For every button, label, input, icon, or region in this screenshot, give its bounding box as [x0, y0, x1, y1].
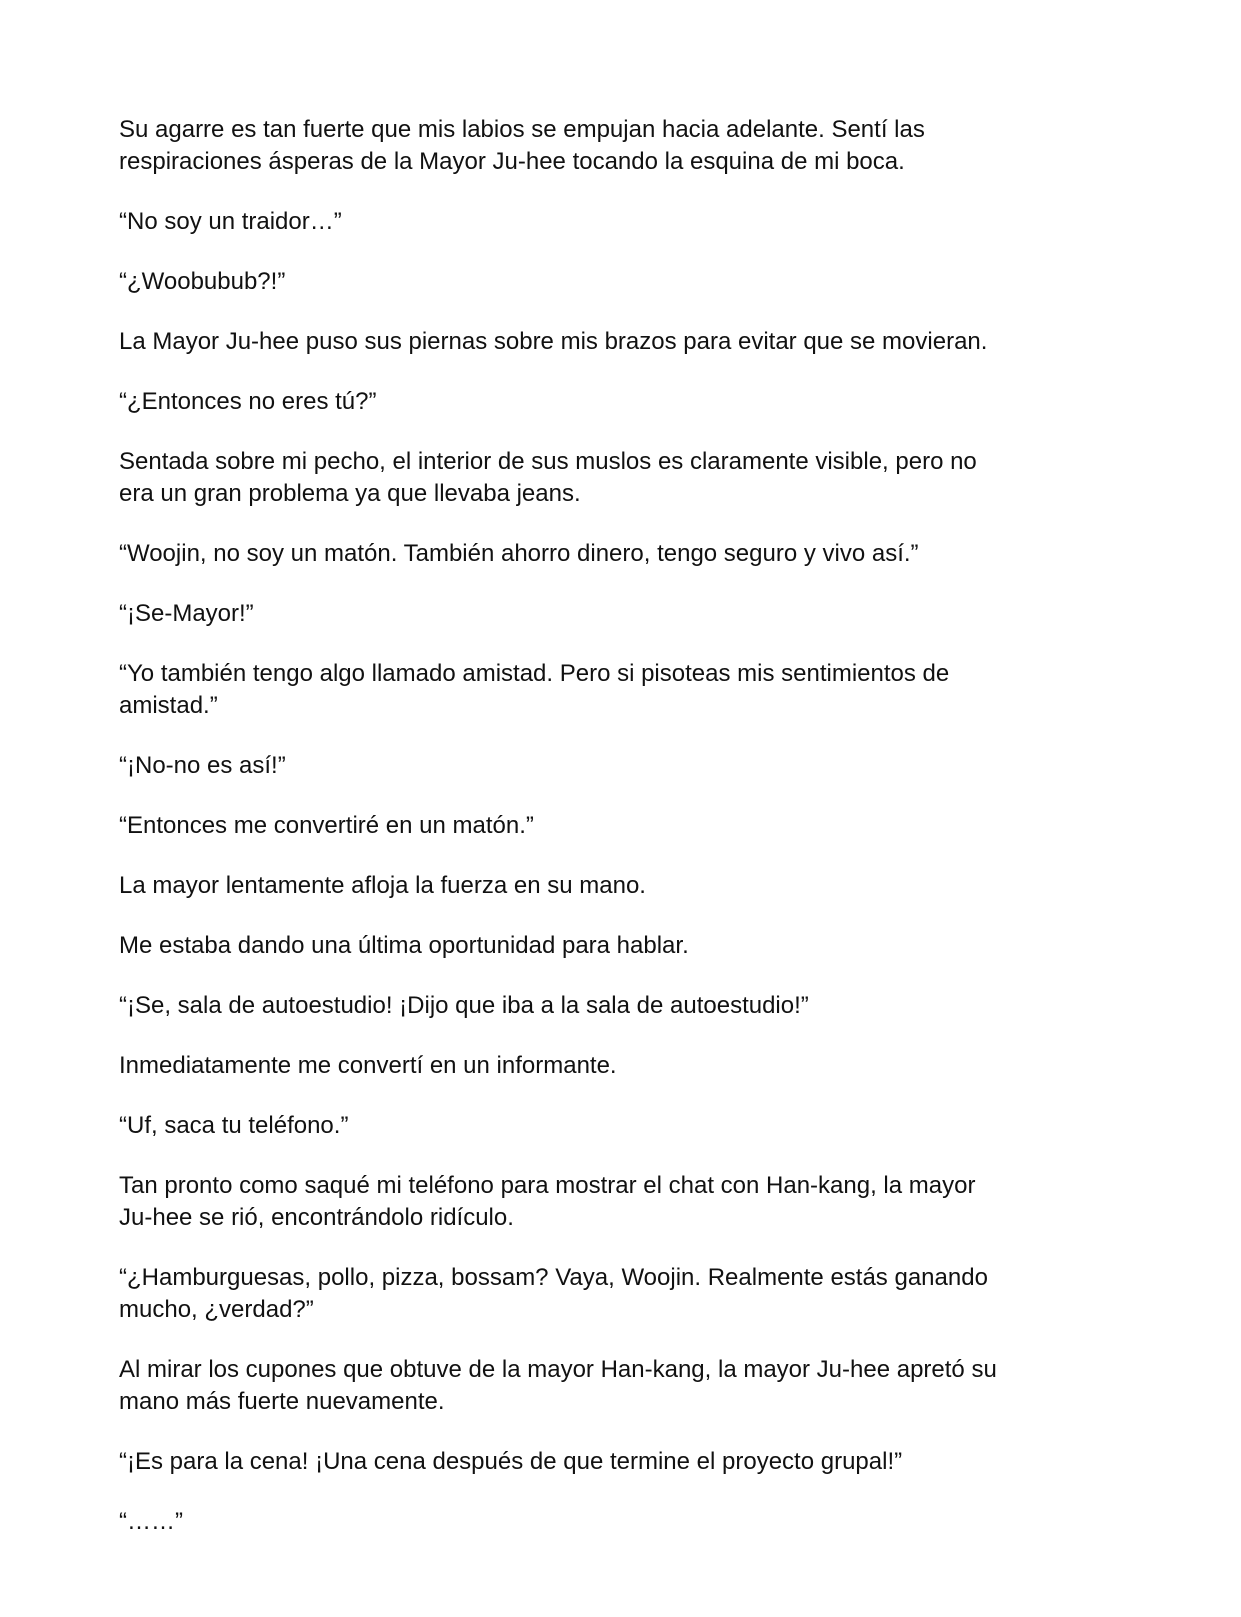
paragraph: Su agarre es tan fuerte que mis labios se empujan hacia adelante. Sentí las respiraciones ásperas de la Mayor Ju-hee tocando la esquina de mi boca.: [119, 116, 925, 175]
paragraph: “¡Se-Mayor!”: [119, 600, 254, 627]
paragraph: “¡Se, sala de autoestudio! ¡Dijo que iba a la sala de autoestudio!”: [119, 992, 809, 1019]
paragraph: Al mirar los cupones que obtuve de la mayor Han-kang, la mayor Ju-hee apretó su mano más fuerte nuevamente.: [119, 1356, 997, 1415]
paragraph: “No soy un traidor…”: [119, 208, 342, 235]
paragraph: Inmediatamente me convertí en un informante.: [119, 1052, 617, 1079]
paragraph: “Uf, saca tu teléfono.”: [119, 1112, 349, 1139]
paragraph: La mayor lentamente afloja la fuerza en su mano.: [119, 872, 646, 899]
paragraph: “Woojin, no soy un matón. También ahorro dinero, tengo seguro y vivo así.”: [119, 540, 919, 567]
paragraph: “Yo también tengo algo llamado amistad. Pero si pisoteas mis sentimientos de amistad.”: [119, 660, 950, 719]
paragraph: Sentada sobre mi pecho, el interior de sus muslos es claramente visible, pero no era un gran problema ya que llevaba jeans.: [119, 448, 977, 507]
paragraph: La Mayor Ju-hee puso sus piernas sobre mis brazos para evitar que se movieran.: [119, 328, 988, 355]
paragraph: “¡No-no es así!”: [119, 752, 286, 779]
paragraph: “¿Woobubub?!”: [119, 268, 286, 295]
text-column: [119, 114, 1129, 1566]
paragraph: “¡Es para la cena! ¡Una cena después de que termine el proyecto grupal!”: [119, 1448, 903, 1475]
paragraph: “Entonces me convertiré en un matón.”: [119, 812, 534, 839]
paragraph: Me estaba dando una última oportunidad para hablar.: [119, 932, 689, 959]
paragraph: “¿Entonces no eres tú?”: [119, 388, 377, 415]
paragraph: “¿Hamburguesas, pollo, pizza, bossam? Vaya, Woojin. Realmente estás ganando mucho, ¿verdad?”: [119, 1264, 988, 1323]
paragraph: “……”: [119, 1508, 183, 1535]
paragraph: Tan pronto como saqué mi teléfono para mostrar el chat con Han-kang, la mayor Ju-hee se rió, encontrándolo ridículo.: [119, 1172, 976, 1231]
